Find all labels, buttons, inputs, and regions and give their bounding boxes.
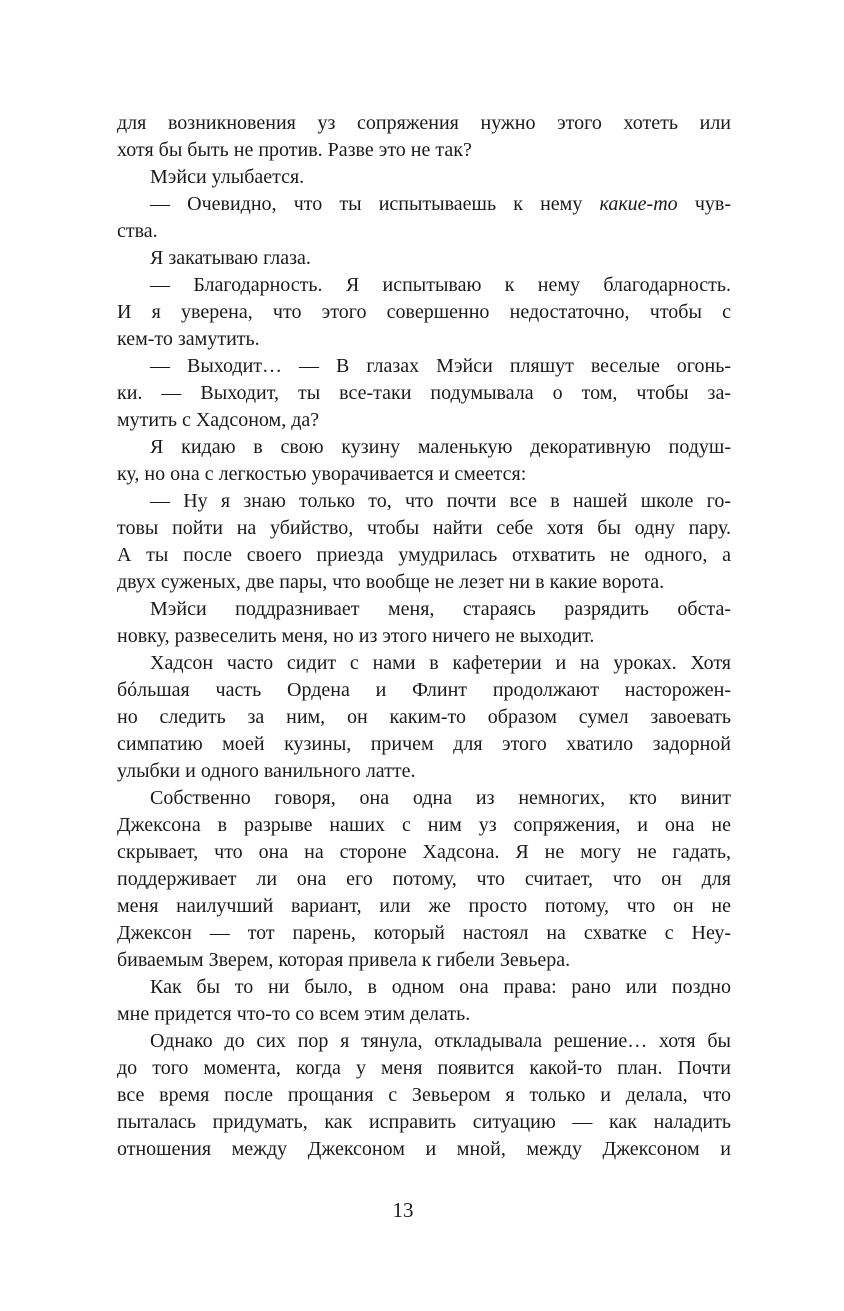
text-line: симпатию моей кузины, причем для этого хватило задорной [117, 733, 731, 755]
text-line: пыталась придумать, как исправить ситуацию — как наладить [117, 1111, 731, 1133]
text-line: поддерживает ли она его потому, что считает, что он для [117, 868, 731, 890]
paragraph [117, 110, 731, 164]
text-line: — Благодарность. Я испытываю к нему благодарность. [150, 274, 731, 296]
text-line: для возникновения уз сопряжения нужно этого хотеть или [117, 112, 731, 134]
text-line [117, 191, 731, 218]
text-line: мне придется что-то со всем этим делать. [117, 1003, 471, 1025]
italic-text: какие-то [599, 193, 678, 215]
text-line: Джексон — тот парень, который настоял на схватке с Неу- [117, 922, 731, 944]
paragraph [117, 650, 731, 785]
text-line: но следить за ним, он каким-то образом сумел завоевать [117, 706, 731, 728]
text-line: товы пойти на убийство, чтобы найти себе хотя бы одну пару. [117, 517, 731, 539]
text-line: бóльшая часть Ордена и Флинт продолжают насторожен- [117, 679, 731, 701]
text-line: Я кидаю в свою кузину маленькую декоративную подуш- [150, 436, 731, 458]
page-body-text [117, 110, 731, 1163]
paragraph [117, 488, 731, 596]
text-line: до того момента, когда у меня появится какой-то план. Почти [117, 1057, 731, 1079]
text-line: Мэйси улыбается. [150, 166, 305, 188]
page-number: 13 [392, 1198, 414, 1222]
text-line: двух суженых, две пары, что вообще не лезет ни в какие ворота. [117, 571, 665, 593]
paragraph [117, 272, 731, 353]
text-line: Собственно говоря, она одна из немногих, кто винит [150, 787, 731, 809]
paragraph [117, 245, 731, 272]
text-line: скрывает, что она на стороне Хадсона. Я не могу не гадать, [117, 841, 731, 863]
text-line: Как бы то ни было, в одном она права: рано или поздно [150, 976, 731, 998]
text-line: отношения между Джексоном и мной, между Джексоном и [117, 1138, 731, 1160]
text-line: Мэйси поддразнивает меня, стараясь разрядить обста- [150, 598, 731, 620]
text-line: ки. — Выходит, ты все-таки подумывала о том, чтобы за- [117, 382, 731, 404]
text-segment: чув- [677, 193, 731, 215]
paragraph [117, 353, 731, 434]
text-line: меня наилучший вариант, или же просто потому, что он не [117, 895, 731, 917]
paragraph [117, 164, 731, 191]
text-line: Джексона в разрыве наших с ним уз сопряжения, и она не [117, 814, 731, 836]
text-segment: — Очевидно, что ты испытываешь к нему [150, 193, 600, 215]
text-line: И я уверена, что этого совершенно недостаточно, чтобы с [117, 301, 731, 323]
paragraph [117, 785, 731, 974]
paragraph [117, 596, 731, 650]
text-line: А ты после своего приезда умудрилась отхватить не одного, а [117, 544, 731, 566]
text-line: Однако до сих пор я тянула, откладывала решение… хотя бы [150, 1030, 731, 1052]
text-line: ства. [117, 220, 158, 242]
paragraph [117, 191, 731, 245]
text-line: новку, развеселить меня, но из этого ничего не выходит. [117, 625, 595, 647]
text-line: ку, но она с легкостью уворачивается и смеется: [117, 463, 527, 485]
text-line: хотя бы быть не против. Разве это не так? [117, 139, 472, 161]
text-line: все время после прощания с Зевьером я только и делала, что [117, 1084, 731, 1106]
text-line: мутить с Хадсоном, да? [117, 409, 320, 431]
text-line: Хадсон часто сидит с нами в кафетерии и на уроках. Хотя [150, 652, 731, 674]
text-line: кем-то замутить. [117, 328, 260, 350]
paragraph [117, 974, 731, 1028]
text-line: — Ну я знаю только то, что почти все в нашей школе го- [150, 490, 731, 512]
text-line: биваемым Зверем, которая привела к гибели Зевьера. [117, 949, 571, 971]
text-line: Я закатываю глаза. [150, 247, 311, 269]
text-line: улыбки и одного ванильного латте. [117, 760, 416, 782]
paragraph [117, 434, 731, 488]
paragraph [117, 1028, 731, 1163]
text-line: — Выходит… — В глазах Мэйси пляшут веселые огонь- [150, 355, 731, 377]
